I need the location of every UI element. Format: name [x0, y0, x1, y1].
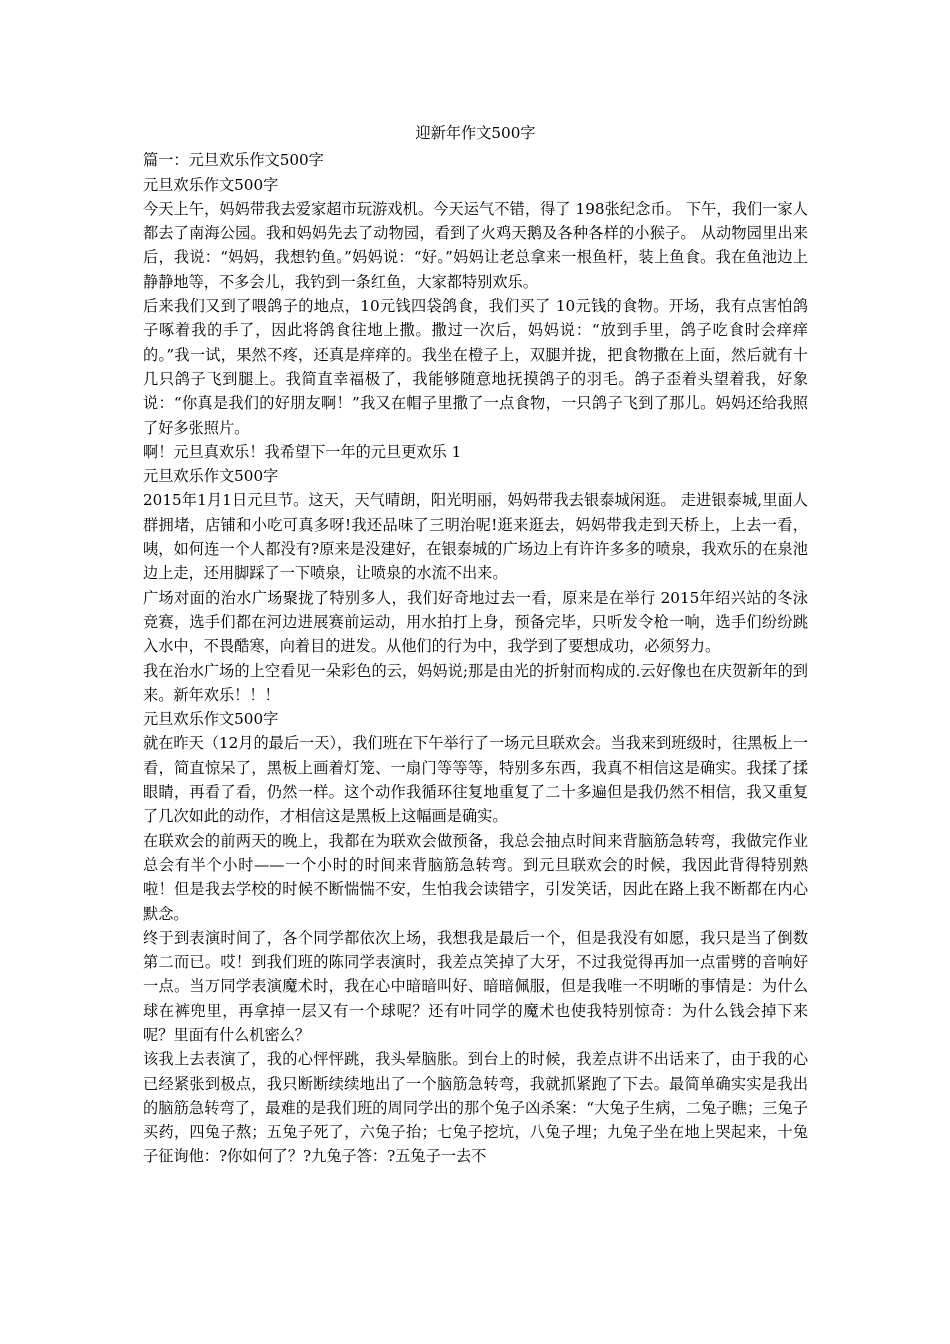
paragraph: 就在昨天（12月的最后一天），我们班在下午举行了一场元旦联欢会。当我来到班级时，往黑板上一看，简直惊呆了，黑板上画着灯笼、一扇门等等等，特别多东西，我真不相信这是确实。我揉了揉眼睛，再看了看，仍然一样。这个动作我循环往复地重复了二十多遍但是我仍然不相信，我又重复了几次如此的动作，才相信这是黑板上这幅画是确实。: [143, 734, 808, 826]
paragraph: 广场对面的治水广场聚拢了特别多人，我们好奇地过去一看，原来是在举行 2015年绍兴站的冬泳竞赛，选手们都在河边进展赛前运动，用水拍打上身，预备完毕，只听发令枪一响，选手们纷纷跳入水中，不畏酷寒，向着目的进发。从他们的行为中，我学到了要想成功，必须努力。: [143, 588, 808, 656]
document-title: 迎新年作文500字: [415, 124, 536, 142]
paragraph: 2015年1月1日元旦节。这天，天气晴朗，阳光明丽，妈妈带我去银泰城闲逛。 走进银泰城,里面人群拥堵，店铺和小吃可真多呀!我还品味了三明治呢!逛来逛去，妈妈带我走到天桥上，上去一看，咦，如何连一个人都没有?原来是没建好，在银泰城的广场边上有许许多多的喷泉，我欢乐的在泉池边上走，还用脚踩了一下喷泉，让喷泉的水流不出来。: [143, 491, 808, 583]
document-body: [143, 148, 808, 1168]
paragraph: 终于到表演时间了，各个同学都依次上场，我想我是最后一个，但是我没有如愿，我只是当了倒数第二而已。哎！到我们班的陈同学表演时，我差点笑掉了大牙，不过我觉得再加一点雷劈的音响好一点。当万同学表演魔术时，我在心中暗暗叫好、暗暗佩服，但是我唯一不明晰的事情是：为什么球在裤兜里，再拿掉一层又有一个球呢？还有叶同学的魔术也使我特别惊奇：为什么钱会掉下来呢？里面有什么机密么？: [143, 928, 808, 1044]
paragraph: 我在治水广场的上空看见一朵彩色的云，妈妈说;那是由光的折射而构成的.云好像也在庆贺新年的到来。新年欢乐！！！: [143, 661, 808, 704]
paragraph: 后来我们又到了喂鸽子的地点，10元钱四袋鸽食，我们买了 10元钱的食物。开场，我有点害怕鸽子啄着我的手了，因此将鸽食往地上撒。撒过一次后，妈妈说：“放到手里，鸽子吃食时会痒痒的。”我一试，果然不疼，还真是痒痒的。我坐在橙子上，双腿并拢，把食物撒在上面，然后就有十几只鸽子飞到腿上。我简直幸福极了，我能够随意地抚摸鸽子的羽毛。鸽子歪着头望着我，好象说：“你真是我们的好朋友啊！”我又在帽子里撒了一点食物，一只鸽子飞到了那儿。妈妈还给我照了好多张照片。: [143, 297, 808, 437]
document-page: [143, 121, 808, 1169]
heading-line: 元旦欢乐作文500字: [143, 467, 279, 486]
heading-line: 篇一：元旦欢乐作文500字: [143, 151, 324, 170]
heading-line: 啊！元旦真欢乐！我希望下一年的元旦更欢乐 1: [143, 442, 462, 461]
heading-line: 元旦欢乐作文500字: [143, 710, 279, 729]
paragraph: 今天上午，妈妈带我去爱家超市玩游戏机。今天运气不错，得了 198张纪念币。 下午，我们一家人都去了南海公园。我和妈妈先去了动物园，看到了火鸡天鹅及各种各样的小猴子。 从动物园里出来后，我说：“妈妈，我想钓鱼。”妈妈说：“好。”妈妈让老总拿来一根鱼杆，装上鱼食。我在鱼池边上静静地等，不多会儿，我钓到一条红鱼，大家都特别欢乐。: [143, 199, 808, 291]
paragraph: 在联欢会的前两天的晚上，我都在为联欢会做预备，我总会抽点时间来背脑筋急转弯，我做完作业总会有半个小时——一个小时的时间来背脑筋急转弯。到元旦联欢会的时候，我因此背得特别熟啦！但是我去学校的时候不断惴惴不安，生怕我会读错字，引发笑话，因此在路上我不断都在内心默念。: [143, 831, 808, 923]
paragraph: 该我上去表演了，我的心怦怦跳，我头晕脑胀。到台上的时候，我差点讲不出话来了，由于我的心已经紧张到极点，我只断断续续地出了一个脑筋急转弯，我就抓紧跑了下去。最简单确实实是我出的脑筋急转弯了，最难的是我们班的周同学出的那个兔子凶杀案：“大兔子生病，二兔子瞧；三兔子买药，四兔子熬；五兔子死了，六兔子抬；七兔子挖坑，八兔子埋；九兔子坐在地上哭起来，十兔子征询他：?你如何了？?九兔子答：?五兔子一去不: [143, 1050, 808, 1166]
heading-line: 元旦欢乐作文500字: [143, 175, 279, 194]
